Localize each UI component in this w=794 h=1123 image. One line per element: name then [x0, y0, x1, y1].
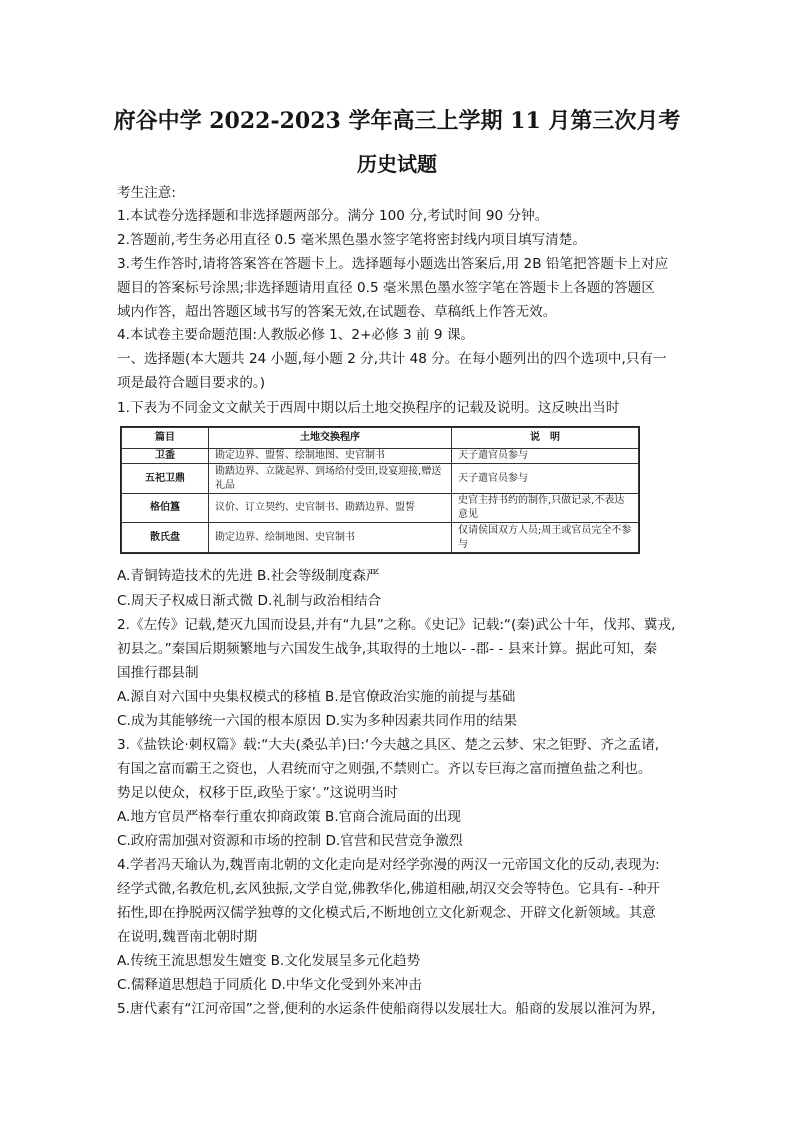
table-row: [122, 449, 639, 464]
question-4-stem: 在说明,魏晋南北朝时期: [117, 929, 258, 945]
exam-subject: 历史试题: [357, 152, 437, 176]
question-4-option: C.儒释道思想趋于同质化 D.中华文化受到外来冲击: [117, 977, 422, 993]
section-heading-cont: 项是最符合题目要求的。): [117, 375, 266, 391]
question-2-stem: 初县之。”秦国后期频繁地与六国发生战争,其取得的土地以- -郡- - 县来计算。据此可知，秦: [117, 641, 658, 657]
note-line: 域内作答，超出答题区域书写的答案无效,在试题卷、草稿纸上作答无效。: [117, 304, 557, 320]
note-line: 题目的答案标号涂黑;非选择题请用直径 0.5 毫米黑色墨水签字笔在答题卡上各题的答题区: [117, 280, 655, 296]
question-3-stem: 势足以使众，权移于臣,政坠于家’。”这说明当时: [117, 785, 398, 801]
table-row: [122, 493, 639, 523]
table-cell: 史官主持书约的制作,只做记录,不表达意见: [452, 493, 639, 523]
question-2-option: C.成为其能够统一六国的根本原因 D.实为多种因素共同作用的结果: [117, 713, 517, 729]
table-cell: 格伯簋: [122, 493, 209, 523]
question-3-stem: 有国之富而霸王之资也，人君统而守之则强,不禁则亡。齐以专巨海之富而擅鱼盐之利也。: [117, 761, 652, 777]
table-cell: 勘定边界、盟誓、绘制地图、史官制书: [209, 449, 452, 464]
table-cell: 天子遣官员参与: [452, 464, 639, 494]
table-cell: 勘定边界、绘制地图、史官制书: [209, 523, 452, 553]
question-2-option: A.源自对六国中央集权模式的移植 B.是官僚政治实施的前提与基础: [117, 689, 516, 705]
note-line: 1.本试卷分选择题和非选择题两部分。满分 100 分,考试时间 90 分钟。: [117, 208, 549, 224]
table-cell: 议价、订立契约、史官制书、勘踏边界、盟誓: [209, 493, 452, 523]
question-1-option: A.青铜铸造技术的先进 B.社会等级制度森严: [117, 568, 380, 584]
question-2-stem: 2.《左传》记载,楚灭九国而设县,并有“九县”之称。《史记》记载:“(秦)武公十年，伐邦、冀戎,: [117, 617, 676, 633]
question-5-stem: 5.唐代素有“江河帝国”之誉,便利的水运条件使船商得以发展壮大。船商的发展以淮河为界,: [117, 1001, 656, 1017]
table-header-cell: 土地交换程序: [209, 428, 452, 449]
question-3-stem: 3.《盐铁论·刺权篇》载:“大夫(桑弘羊)曰:‘今夫越之具区、楚之云梦、宋之钜野、齐之孟诸,: [117, 737, 660, 753]
table-row: [122, 523, 639, 553]
land-exchange-table: [120, 426, 640, 554]
question-1-option: C.周天子权威日渐式微 D.礼制与政治相结合: [117, 593, 382, 609]
table-cell: 卫盉: [122, 449, 209, 464]
table-cell: 天子遣官员参与: [452, 449, 639, 464]
notes-heading: 考生注意:: [117, 185, 176, 201]
question-4-stem: 经学式微,名教危机,玄风独振,文学自觉,佛教华化,佛道相融,胡汉交会等特色。它具有- -种开: [117, 881, 661, 897]
question-2-stem: 国推行郡县制: [117, 665, 199, 681]
note-line: 4.本试卷主要命题范围:人教版必修 1、2+必修 3 前 9 课。: [117, 327, 475, 343]
table-header-row: [122, 428, 639, 449]
table-row: [122, 464, 639, 494]
question-1-stem: 1.下表为不同金文文献关于西周中期以后土地交换程序的记载及说明。这反映出当时: [117, 400, 620, 416]
table-cell: 散氏盘: [122, 523, 209, 553]
section-heading: 一、选择题(本大题共 24 小题,每小题 2 分,共计 48 分。在每小题列出的四个选项中,只有一: [117, 351, 667, 367]
table-header-cell: 篇目: [122, 428, 209, 449]
exam-title: 府谷中学 2022-2023 学年高三上学期 11 月第三次月考: [113, 108, 681, 134]
question-4-option: A.传统王流思想发生嬗变 B.文化发展呈多元化趋势: [117, 953, 421, 969]
table-cell: 勘踏边界、立陇起界、到场给付受田,设宴迎接,赠送礼品: [209, 464, 452, 494]
note-line: 3.考生作答时,请将答案答在答题卡上。选择题每小题选出答案后,用 2B 铅笔把答题卡上对应: [117, 256, 669, 272]
question-4-stem: 拓性,即在挣脱两汉儒学独尊的文化模式后,不断地创立文化新观念、开辟文化新领域。其意: [117, 905, 656, 921]
table-header-cell: 说 明: [452, 428, 639, 449]
table-cell: 五祀卫鼎: [122, 464, 209, 494]
question-4-stem: 4.学者冯天瑜认为,魏晋南北朝的文化走向是对经学弥漫的两汉一元帝国文化的反动,表现为:: [117, 857, 660, 873]
note-line: 2.答题前,考生务必用直径 0.5 毫米黑色墨水签字笔将密封线内项目填写清楚。: [117, 232, 586, 248]
question-3-option: C.政府需加强对资源和市场的控制 D.官营和民营竞争激烈: [117, 833, 463, 849]
table-cell: 仅请侯国双方人员;周王或官员完全不参与: [452, 523, 639, 553]
question-3-option: A.地方官员严格奉行重农抑商政策 B.官商合流局面的出现: [117, 809, 462, 825]
